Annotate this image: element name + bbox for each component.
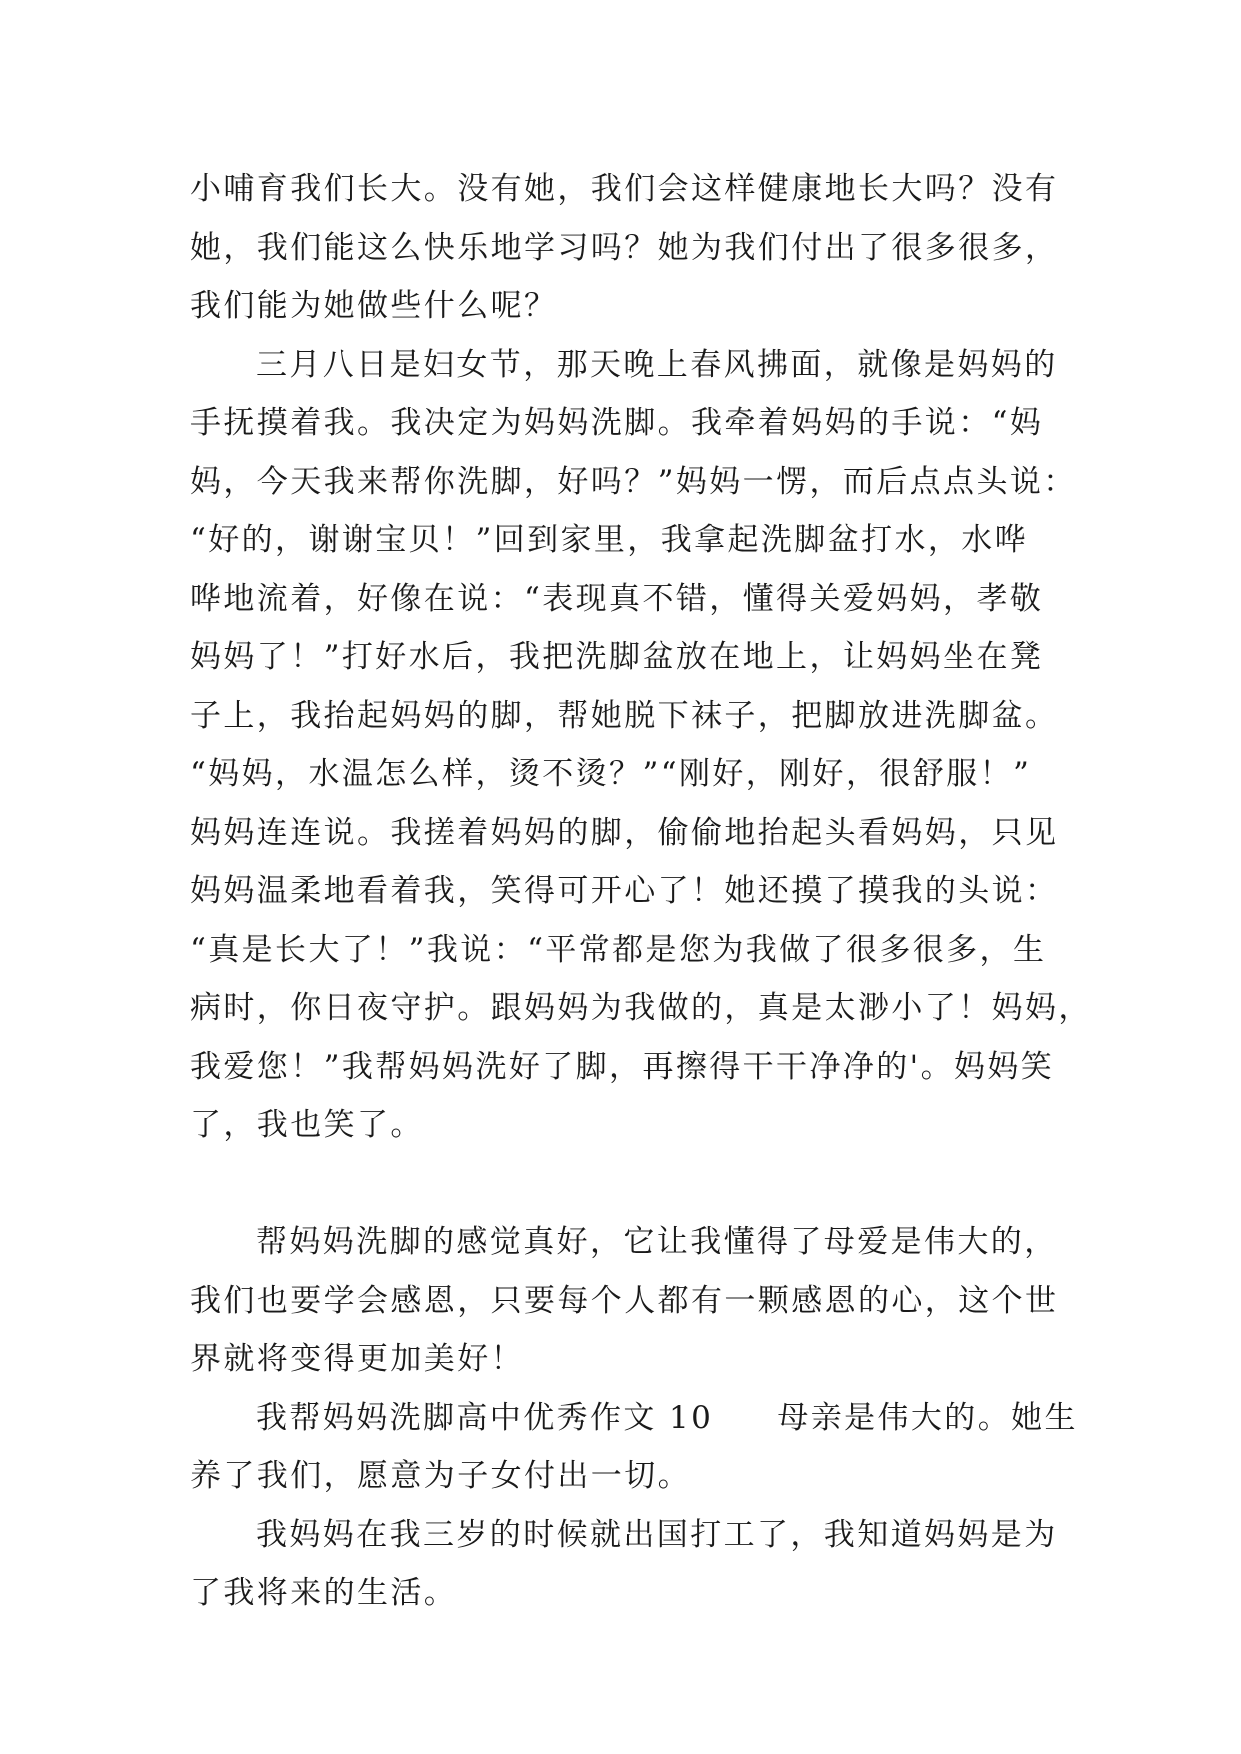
paragraph-5 <box>190 1506 1070 1623</box>
text-line: 我们也要学会感恩，只要每个人都有一颗感恩的心，这个世 <box>190 1282 1059 1319</box>
text-run: 母亲是伟大的。她生 <box>777 1399 1078 1436</box>
text-line: 养了我们，愿意为子女付出一切。 <box>190 1458 691 1494</box>
text-line: 妈妈了！”打好水后，我把洗脚盆放在地上，让妈妈坐在凳 <box>190 639 1044 675</box>
text-line <box>190 1155 1070 1214</box>
essay-body <box>190 160 1092 1623</box>
text-line: 哗地流着，好像在说：“表现真不错，懂得关爱妈妈，孝敬 <box>190 580 1044 617</box>
heading-line <box>190 1389 1078 1448</box>
text-line: 了，我也笑了。 <box>190 1107 424 1143</box>
text-line: 我爱您！”我帮妈妈洗好了脚，再擦得干干净净的'。妈妈笑 <box>190 1048 1055 1085</box>
text-line: 三月八日是妇女节，那天晚上春风拂面，就像是妈妈的 <box>256 346 1058 383</box>
text-line: 妈，今天我来帮你洗脚，好吗？”妈妈一愣，而后点点头说： <box>190 463 1077 500</box>
text-line: 她，我们能这么快乐地学习吗？她为我们付出了很多很多， <box>190 229 1059 266</box>
paragraph-4 <box>190 1389 1078 1506</box>
text-line: 小哺育我们长大。没有她，我们会这样健康地长大吗？没有 <box>190 171 1059 207</box>
text-line: 病时，你日夜守护。跟妈妈为我做的，真是太渺小了！妈妈， <box>190 990 1092 1026</box>
essay-heading: 我帮妈妈洗脚高中优秀作文 10 <box>256 1399 714 1436</box>
text-line: 了我将来的生活。 <box>190 1575 458 1611</box>
text-line: 帮妈妈洗脚的感觉真好，它让我懂得了母爱是伟大的， <box>256 1224 1058 1260</box>
text-line: 界就将变得更加美好！ <box>190 1341 524 1377</box>
paragraph-2 <box>190 336 1092 1214</box>
text-line: 子上，我抬起妈妈的脚，帮她脱下袜子，把脚放进洗脚盆。 <box>190 697 1059 734</box>
text-line: “妈妈，水温怎么样，烫不烫？”“刚好，刚好，很舒服！” <box>190 756 1032 792</box>
text-line: 我们能为她做些什么呢？ <box>190 288 558 324</box>
paragraph-1 <box>190 160 1070 336</box>
text-line: 妈妈连连说。我搓着妈妈的脚，偷偷地抬起头看妈妈，只见 <box>190 814 1059 851</box>
text-line: “好的，谢谢宝贝！”回到家里，我拿起洗脚盆打水，水哗 <box>190 522 1029 558</box>
text-line: 妈妈温柔地看着我，笑得可开心了！她还摸了摸我的头说： <box>190 873 1059 909</box>
paragraph-3 <box>190 1213 1070 1389</box>
text-line: 手抚摸着我。我决定为妈妈洗脚。我牵着妈妈的手说：“妈 <box>190 405 1044 441</box>
text-line: 我妈妈在我三岁的时候就出国打工了，我知道妈妈是为 <box>256 1516 1058 1553</box>
text-line: “真是长大了！”我说：“平常都是您为我做了很多很多，生 <box>190 931 1047 968</box>
